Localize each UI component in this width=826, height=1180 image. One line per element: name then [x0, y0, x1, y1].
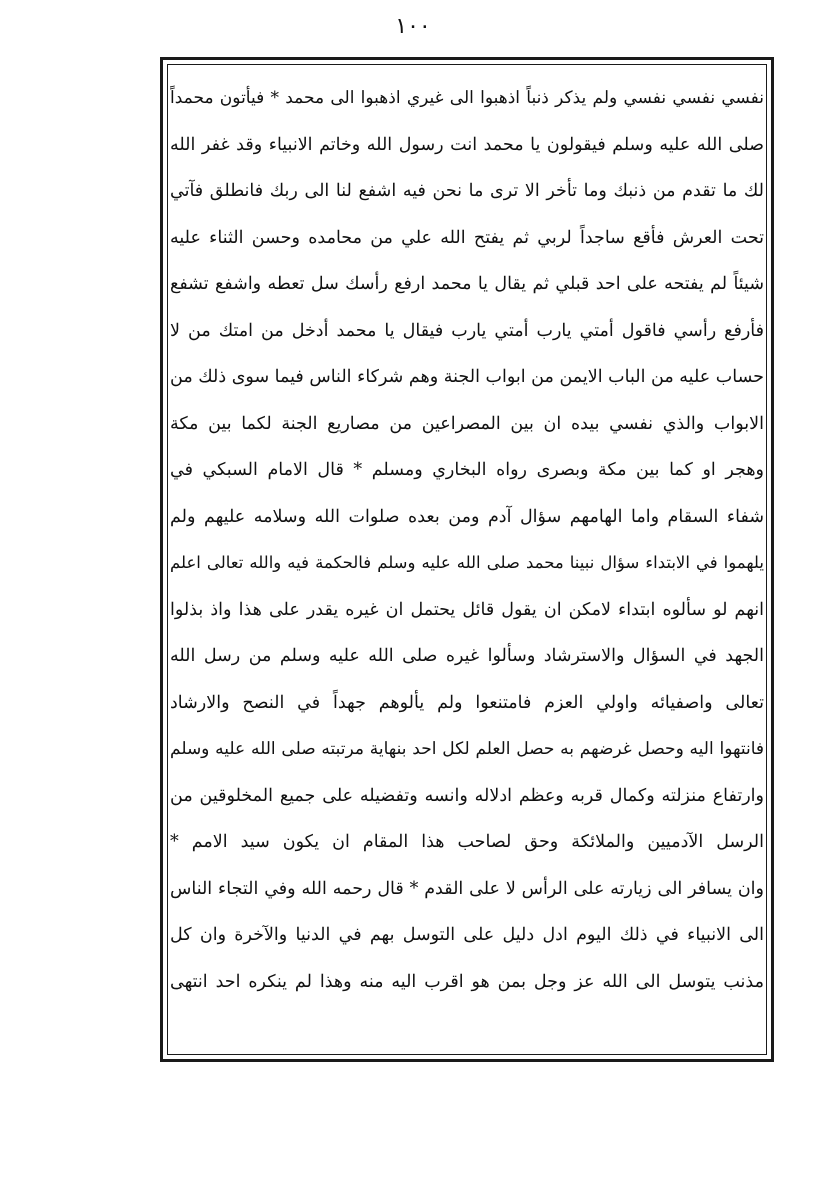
text-line: صلى الله عليه وسلم فيقولون يا محمد انت رسول الله وخاتم الانبياء وقد غفر الله: [170, 134, 764, 155]
text-line: مذنب يتوسل الى الله عز وجل بمن هو اقرب اليه منه وهذا لم ينكره احد انتهى: [170, 971, 764, 992]
text-line: وان يسافر الى زيارته على الرأس لا على القدم * قال رحمه الله وفي التجاء الناس: [170, 878, 764, 899]
text-line: حساب عليه من الباب الايمن من ابواب الجنة وهم شركاء الناس فيما سوى ذلك من: [170, 367, 764, 387]
text-line: الى الانبياء في ذلك اليوم ادل دليل على التوسل بهم في الدنيا والآخرة وان كل: [170, 925, 764, 945]
text-line: الجهد في السؤال والاسترشاد وسألوا غيره صلى الله عليه وسلم من رسل الله: [170, 646, 764, 666]
text-line: انهم لو سألوه ابتداء لامكن ان يقول قائل يحتمل ان غيره يقدر على هذا واذ بذلوا: [170, 599, 764, 620]
text-line: تحت العرش فأقع ساجداً لربي ثم يفتح الله علي من محامده وحسن الثناء عليه: [170, 227, 764, 248]
text-line: وارتفاع منزلته وكمال قربه وعظم ادلاله وانسه وتفضيله على جميع المخلوقين من: [170, 785, 764, 806]
text-line: فانتهوا اليه وحصل غرضهم به حصل العلم لكل احد بنهاية مرتبته صلى الله عليه وسلم: [170, 739, 764, 759]
text-line: لك ما تقدم من ذنبك وما تأخر الا ترى ما نحن فيه اشفع لنا الى ربك فانطلق فآتي: [170, 181, 764, 201]
page-number: ١٠٠: [395, 14, 431, 39]
text-line: الابواب والذي نفسي بيده ان بين المصراعين من مصاريع الجنة لكما بين مكة: [170, 413, 764, 434]
text-line: الرسل الآدميين والملائكة وحق لصاحب هذا المقام ان يكون سيد الامم *: [170, 832, 764, 852]
text-line: فأرفع رأسي فاقول أمتي يارب أمتي يارب فيقال يا محمد أدخل من امتك من لا: [170, 320, 764, 341]
text-line: شفاء السقام واما الهامهم سؤال آدم ومن بعده صلوات الله وسلامه عليهم ولم: [170, 506, 764, 527]
text-line: يلهموا في الابتداء سؤال نبينا محمد صلى الله عليه وسلم فالحكمة فيه والله تعالى اعلم: [170, 553, 764, 572]
text-line: تعالى واصفيائه واولي العزم فامتنعوا ولم يألوهم جهداً في النصح والارشاد: [170, 692, 764, 713]
text-line: وهجر او كما بين مكة وبصرى رواه البخاري ومسلم * قال الامام السبكي في: [170, 460, 764, 480]
text-line: شيئاً لم يفتحه على احد قبلي ثم يقال يا محمد ارفع رأسك سل تعطه واشفع تشفع: [170, 274, 764, 294]
text-line: نفسي نفسي نفسي ولم يذكر ذنباً اذهبوا الى غيري اذهبوا الى محمد * فيأتون محمداً: [170, 88, 764, 108]
main-text-block: [170, 75, 764, 1005]
